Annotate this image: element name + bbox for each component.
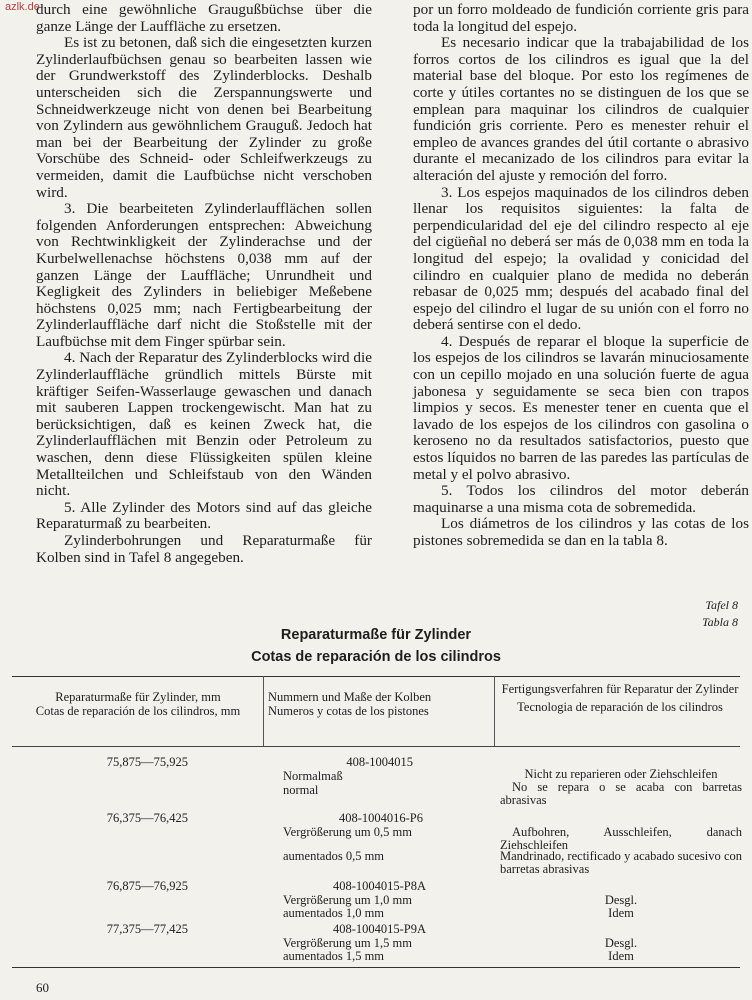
table-label-es: Tabla 8 [702,615,738,629]
column-divider [263,676,264,746]
repair-method-de: Nicht zu reparieren oder Ziehschleifen [524,767,718,781]
piston-size-de: Vergrößerung um 1,0 mm [283,893,412,907]
page-number: 60 [36,980,49,995]
repair-method-es: Idem [608,949,634,963]
table-bottom-rule [12,967,740,968]
paragraph: Es ist zu betonen, daß sich die eingesetzten kurzen Zylinderlaufbüchsen genau so bearbeiten lassen wie der Grundwerkstoff des Zylinderblocks. Deshalb unterscheiden sich die Zerspannungswerte und Schneidwerkzeuge nicht von denen bei Bearbeitung von Zylindern aus gewöhnlichem Grauguß. Jedoch hat man bei der Bearbeitung der Zylinder zu große Vorschübe des Schneid- oder Schleifwerkzeugs zu vermeiden, damit die Laufbüchse nicht verschoben wird. [36,34,372,201]
repair-method-es: No se repara o se acaba con barretas abrasivas [500,780,742,807]
piston-size-de: Vergrößerung um 1,5 mm [283,936,412,950]
paragraph: 3. Die bearbeiteten Zylinderlaufflächen sollen folgenden Anforderungen entsprechen: Abweichung von Rechtwinkligkeit der Zylinderachse und der Kurbelwellenachse höchstens 0,038 mm auf der ganzen Länge der Lauffläche; Unrundheit und Kegligkeit des Zylinders in beliebiger Meßebene höchstens 0,025 mm; nach Fertigbearbeitung der Zylinderlauffläche darf nicht die Stoßstelle mit der Laufbüchse mit dem Finger spürbar sein. [36,200,372,350]
header-piston-numbers: Nummern und Maße der Kolben Numeros y cotas de los pistones [268,690,432,718]
piston-size-de: Normalmaß [283,769,343,783]
repair-method-es: Idem [608,906,634,920]
table-title-es: Cotas de reparación de los cilindros [251,649,501,665]
table-label-de: Tafel 8 [705,598,738,612]
paragraph: 4. Después de reparar el bloque la superficie de los espejos de los cilindros se lavarán minuciosamente con un cepillo mojado en una solución fuerte de agua jabonesa y seguidamente se seca bien con trapos limpios y secos. Es menester tener en cuenta que el lavado de los espejos de los cilindros con gasolina o keroseno no da resultados satisfactorios, puesto que estos líquidos no barren de las paredes las partículas de metal y el polvo abrasivo. [413,332,749,483]
paragraph: 5. Todos los cilindros del motor deberán maquinarse a una misma cota de sobremedida. [413,482,749,516]
piston-size-es: aumentados 1,5 mm [283,949,385,963]
table-header-rule [12,746,740,747]
piston-size-de: Vergrößerung um 0,5 mm [283,825,412,839]
repair-method-de: Desgl. [604,936,638,950]
column-divider [494,676,495,746]
german-text-column [36,2,372,566]
table-title-de: Reparaturmaße für Zylinder [280,627,472,643]
piston-size-es: aumentados 0,5 mm [283,849,385,863]
piston-number: 408-1004015-P8A [332,879,426,893]
cylinder-size: 76,375—76,425 [106,811,188,825]
cylinder-size: 77,375—77,425 [106,922,188,936]
paragraph: 4. Nach der Reparatur des Zylinderblocks wird die Zylinderlauffläche gründlich mittels Bürste mit kräftiger Seifen-Wasserlauge gewaschen und danach mit sauberen Lappen trockengewischt. Man hat zu berücksichtigen, daß es keinen Zweck hat, die Zylinderlaufflächen mit Benzin oder Petroleum zu waschen, denn diese Flüssigkeiten spülen kleine Metallteilchen und Schleifstaub von den Wänden nicht. [36,349,372,500]
site-watermark: azlk.de [5,1,40,13]
piston-number: 408-1004016-P6 [338,811,423,825]
paragraph: Zylinderbohrungen und Reparaturmaße für Kolben sind in Tafel 8 angegeben. [36,532,372,566]
paragraph: 3. Los espejos maquinados de los cilindros deben llenar los requisitos siguientes: la falta de perpendicularidad del eje del cilindro respecto al eje del cigüeñal no deberá ser más de 0,038 mm en toda la longitud del espejo; la ovalidad y conicidad del cilindro en cualquier plano de medida no deberán rebasar de 0,025 mm; después del acabado final del espejo del cilindro el lugar de su unión con el forro no deberá sentirse con el dedo. [413,183,749,334]
header-repair-method: Fertigungsverfahren für Reparatur der Zylinder Tecnologia de reparación de los cilindros [501,682,739,714]
paragraph: Los diámetros de los cilindros y las cotas de los pistones sobremedida se dan en la tabla 8. [413,515,749,549]
table-top-rule [12,676,740,677]
repair-method-es: Mandrinado, rectificado y acabado sucesivo con barretas abrasivas [500,849,742,876]
paragraph: 5. Alle Zylinder des Motors sind auf das gleiche Reparaturmaß zu bearbeiten. [36,498,372,533]
header-cylinder-sizes: Reparaturmaße für Zylinder, mm Cotas de reparación de los cilindros, mm [35,690,241,718]
piston-size-es: aumentados 1,0 mm [283,906,385,920]
cylinder-size: 76,875—76,925 [106,879,188,893]
piston-size-es: normal [283,783,319,797]
paragraph: durch eine gewöhnliche Graugußbüchse über die ganze Länge der Lauffläche zu ersetzen. [36,1,372,35]
cylinder-size: 75,875—75,925 [106,755,188,769]
repair-method-de: Aufbohren, Ausschleifen, danach Ziehschleifen [500,825,742,852]
paragraph: Es necesario indicar que la trabajabilidad de los forros cortos de los cilindros es igual que la del material base del bloque. Por esto los regímenes de corte y útiles cortantes no se distinguen de los que se emplean para maquinar los cilindros de cualquier fundición gris corriente. Pero es menester rehuir el empleo de avances grandes del útil cortante o abrasivo durante el mecanizado de los cilindros para evitar la alteración del ajuste y remoción del forro. [413,34,749,184]
piston-number: 408-1004015-P9A [332,922,426,936]
repair-method-de: Desgl. [604,893,638,907]
piston-number: 408-1004015 [346,755,413,769]
spanish-text-column [413,2,749,550]
paragraph: por un forro moldeado de fundición corriente gris para toda la longitud del espejo. [413,1,749,35]
